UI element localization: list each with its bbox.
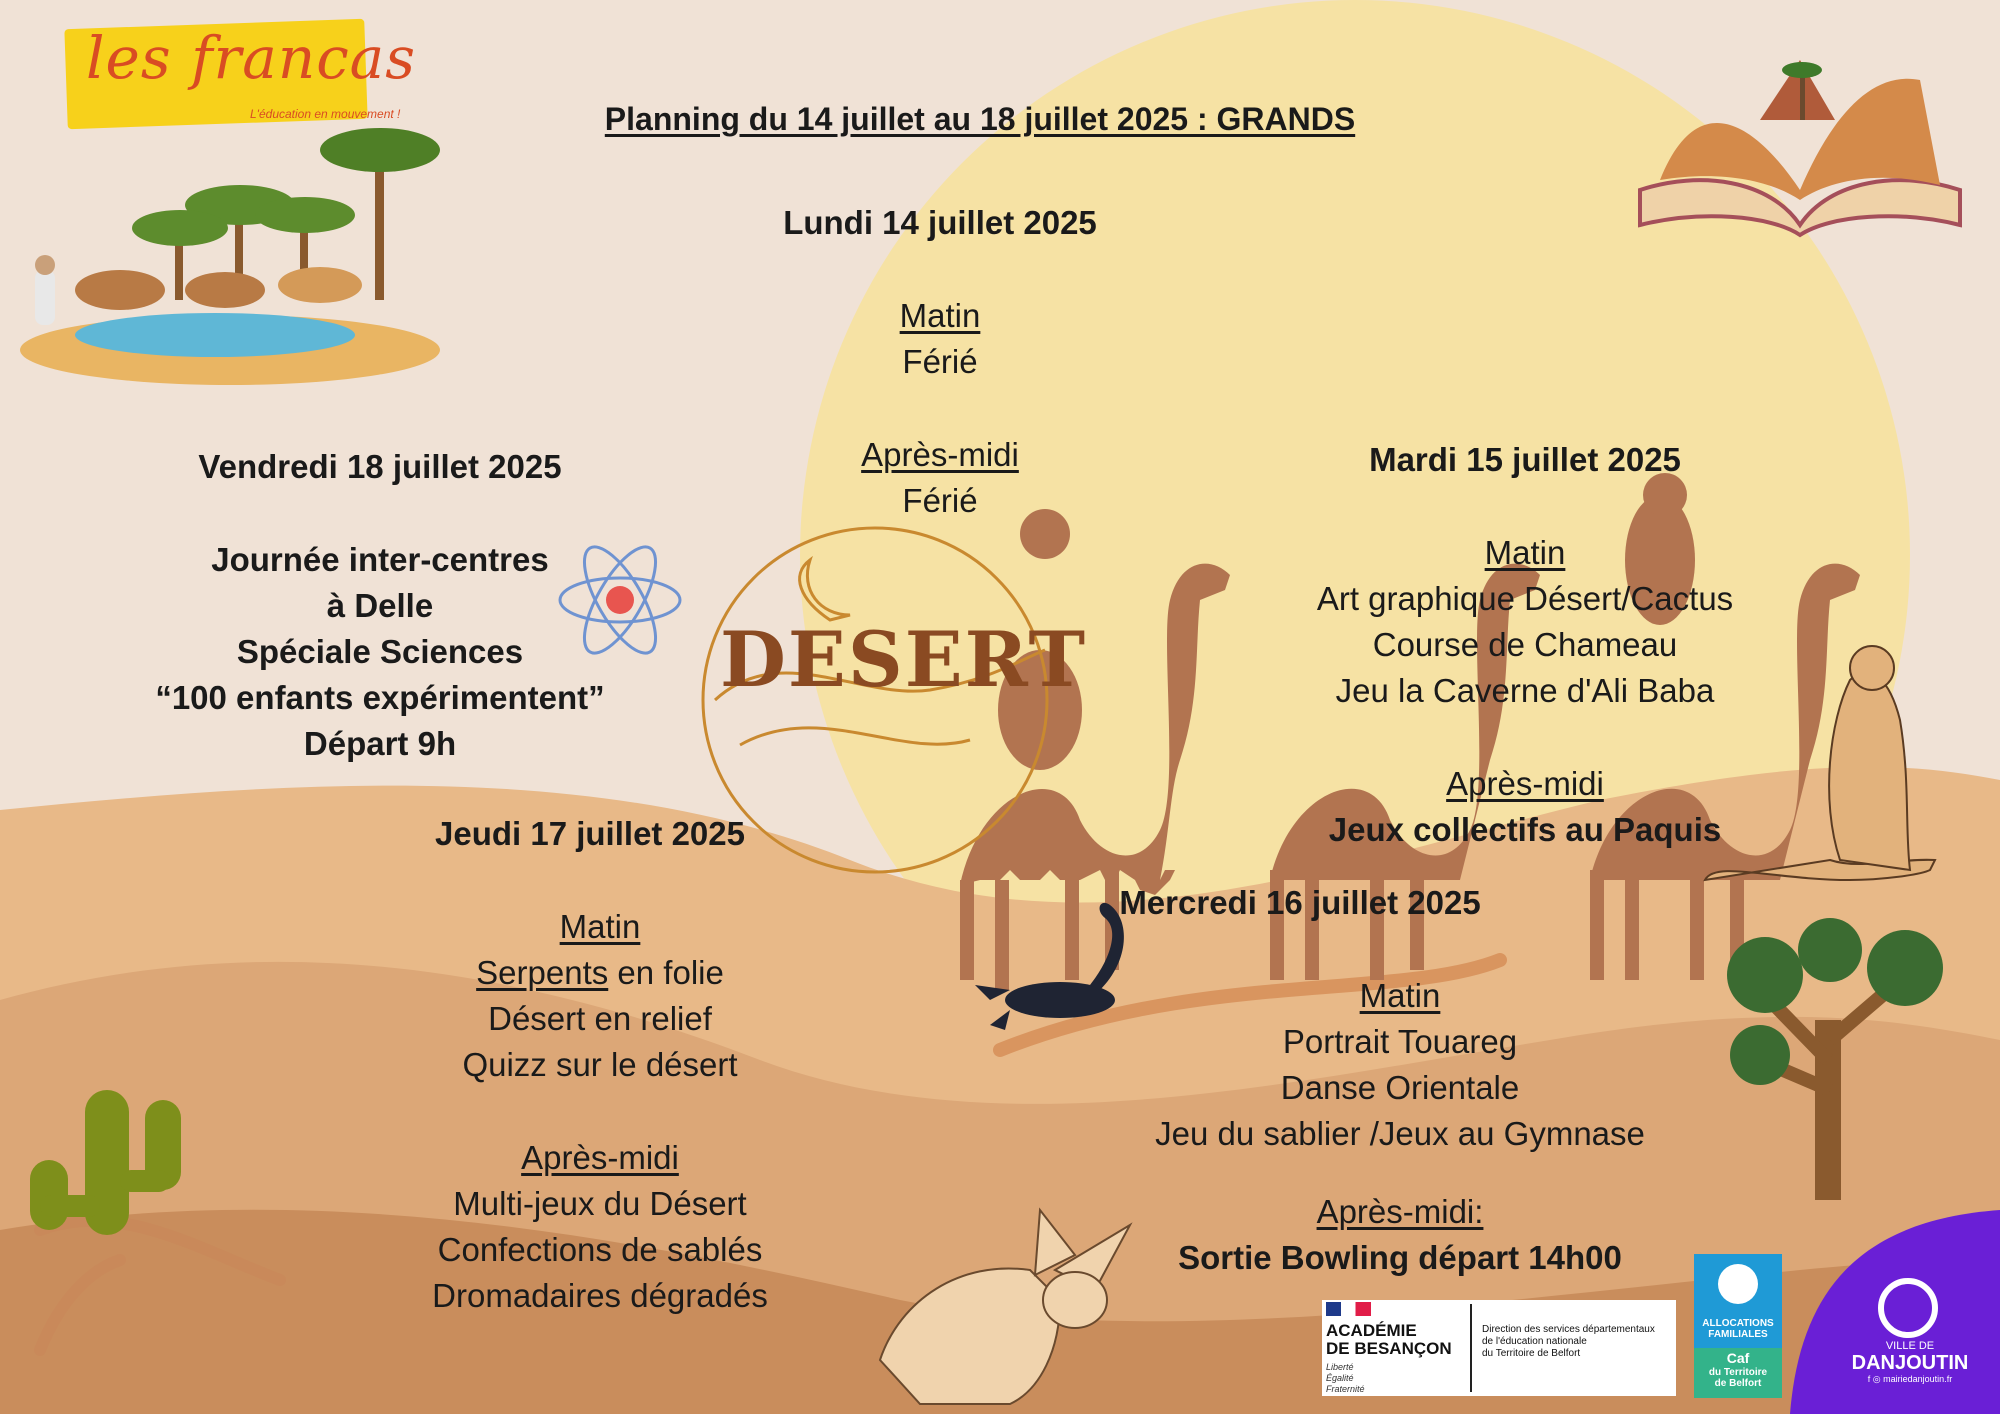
mercredi-matin-label: Matin	[1359, 977, 1441, 1014]
jeudi-aprem-item: Confections de sablés	[437, 1231, 763, 1268]
mercredi-matin-item: Portrait Touareg	[1282, 1023, 1518, 1060]
book-illustration	[1640, 60, 1960, 235]
jeudi-matin-first-underlined: Serpents	[476, 954, 609, 991]
caf-label-top: FAMILIALES	[1708, 1329, 1768, 1340]
lundi-aprem-label: Après-midi	[861, 436, 1019, 473]
day-mardi	[1260, 437, 1790, 853]
academie-title-1: ACADÉMIE	[1326, 1321, 1417, 1340]
day-jeudi-heading: Jeudi 17 juillet 2025	[435, 815, 745, 852]
vendredi-line: Spéciale Sciences	[236, 633, 524, 670]
day-jeudi	[380, 811, 820, 1319]
academie-logo	[1322, 1300, 1676, 1396]
dsden-line: Direction des services départementaux	[1482, 1324, 1655, 1335]
caf-sub: du Territoire	[1708, 1367, 1768, 1378]
danjoutin-prefix: VILLE DE	[1885, 1340, 1935, 1352]
day-lundi-heading: Lundi 14 juillet 2025	[783, 204, 1097, 241]
mardi-matin-label: Matin	[1484, 534, 1566, 571]
mercredi-matin-item: Jeu du sablier /Jeux au Gymnase	[1155, 1115, 1645, 1152]
mercredi-aprem-item: Sortie Bowling départ 14h00	[1178, 1239, 1622, 1276]
mercredi-aprem-label: Après-midi:	[1316, 1193, 1484, 1230]
vendredi-line: Départ 9h	[303, 725, 457, 762]
francas-logo-text: les francas	[86, 24, 417, 92]
french-flag-icon	[1326, 1302, 1371, 1316]
mardi-matin-item: Jeu la Caverne d'Ali Baba	[1335, 672, 1715, 709]
jeudi-matin-label: Matin	[559, 908, 641, 945]
academie-motto: Fraternité	[1326, 1384, 1365, 1394]
dsden-line: du Territoire de Belfort	[1482, 1348, 1581, 1359]
caf-logo	[1694, 1254, 1782, 1398]
vendredi-line: Journée inter-centres	[211, 541, 549, 578]
jeudi-matin-first-rest: en folie	[608, 954, 724, 991]
danjoutin-name: DANJOUTIN	[1851, 1352, 1969, 1374]
oasis-illustration	[20, 128, 440, 385]
day-mercredi	[1100, 880, 1700, 1281]
mardi-aprem-item: Jeux collectifs au Paquis	[1328, 811, 1722, 848]
jeudi-matin-first	[380, 950, 820, 996]
caf-name: Caf	[1726, 1350, 1750, 1366]
day-mercredi-heading: Mercredi 16 juillet 2025	[1119, 884, 1481, 921]
francas-slogan: L'éducation en mouvement !	[250, 107, 401, 121]
jeudi-matin-item: Désert en relief	[488, 1000, 712, 1037]
caf-sub: de Belfort	[1714, 1378, 1762, 1389]
jeudi-aprem-item: Multi-jeux du Désert	[453, 1185, 747, 1222]
danjoutin-emblem-icon	[1878, 1278, 1938, 1338]
jeudi-aprem-label: Après-midi	[521, 1139, 679, 1176]
day-lundi	[740, 200, 1140, 524]
lundi-matin-item: Férié	[902, 343, 978, 380]
caf-people-icon	[1718, 1264, 1758, 1304]
jeudi-matin-item: Quizz sur le désert	[462, 1046, 738, 1083]
mardi-matin-item: Course de Chameau	[1372, 626, 1678, 663]
academie-motto: Égalité	[1326, 1373, 1354, 1383]
vendredi-line: “100 enfants expérimentent”	[155, 679, 605, 716]
caf-label-top: ALLOCATIONS	[1702, 1318, 1774, 1329]
dsden-line: de l'éducation nationale	[1482, 1336, 1587, 1347]
desert-emblem-text: DESERT	[720, 615, 1088, 704]
mardi-aprem-label: Après-midi	[1446, 765, 1604, 802]
day-vendredi-heading: Vendredi 18 juillet 2025	[198, 448, 562, 485]
lundi-matin-label: Matin	[899, 297, 981, 334]
jeudi-aprem-item: Dromadaires dégradés	[432, 1277, 768, 1314]
day-mardi-heading: Mardi 15 juillet 2025	[1369, 441, 1681, 478]
lundi-aprem-item: Férié	[902, 482, 978, 519]
vendredi-line: à Delle	[326, 587, 434, 624]
mercredi-matin-item: Danse Orientale	[1280, 1069, 1520, 1106]
mardi-matin-item: Art graphique Désert/Cactus	[1316, 580, 1734, 617]
academie-motto: Liberté	[1326, 1362, 1354, 1372]
page-title: Planning du 14 juillet au 18 juillet 2025 : GRANDS	[604, 101, 1356, 137]
day-vendredi	[130, 444, 630, 767]
academie-title-2: DE BESANÇON	[1326, 1339, 1452, 1358]
academie-divider	[1470, 1304, 1472, 1392]
danjoutin-web: f ◎ mairiedanjoutin.fr	[1867, 1374, 1953, 1384]
